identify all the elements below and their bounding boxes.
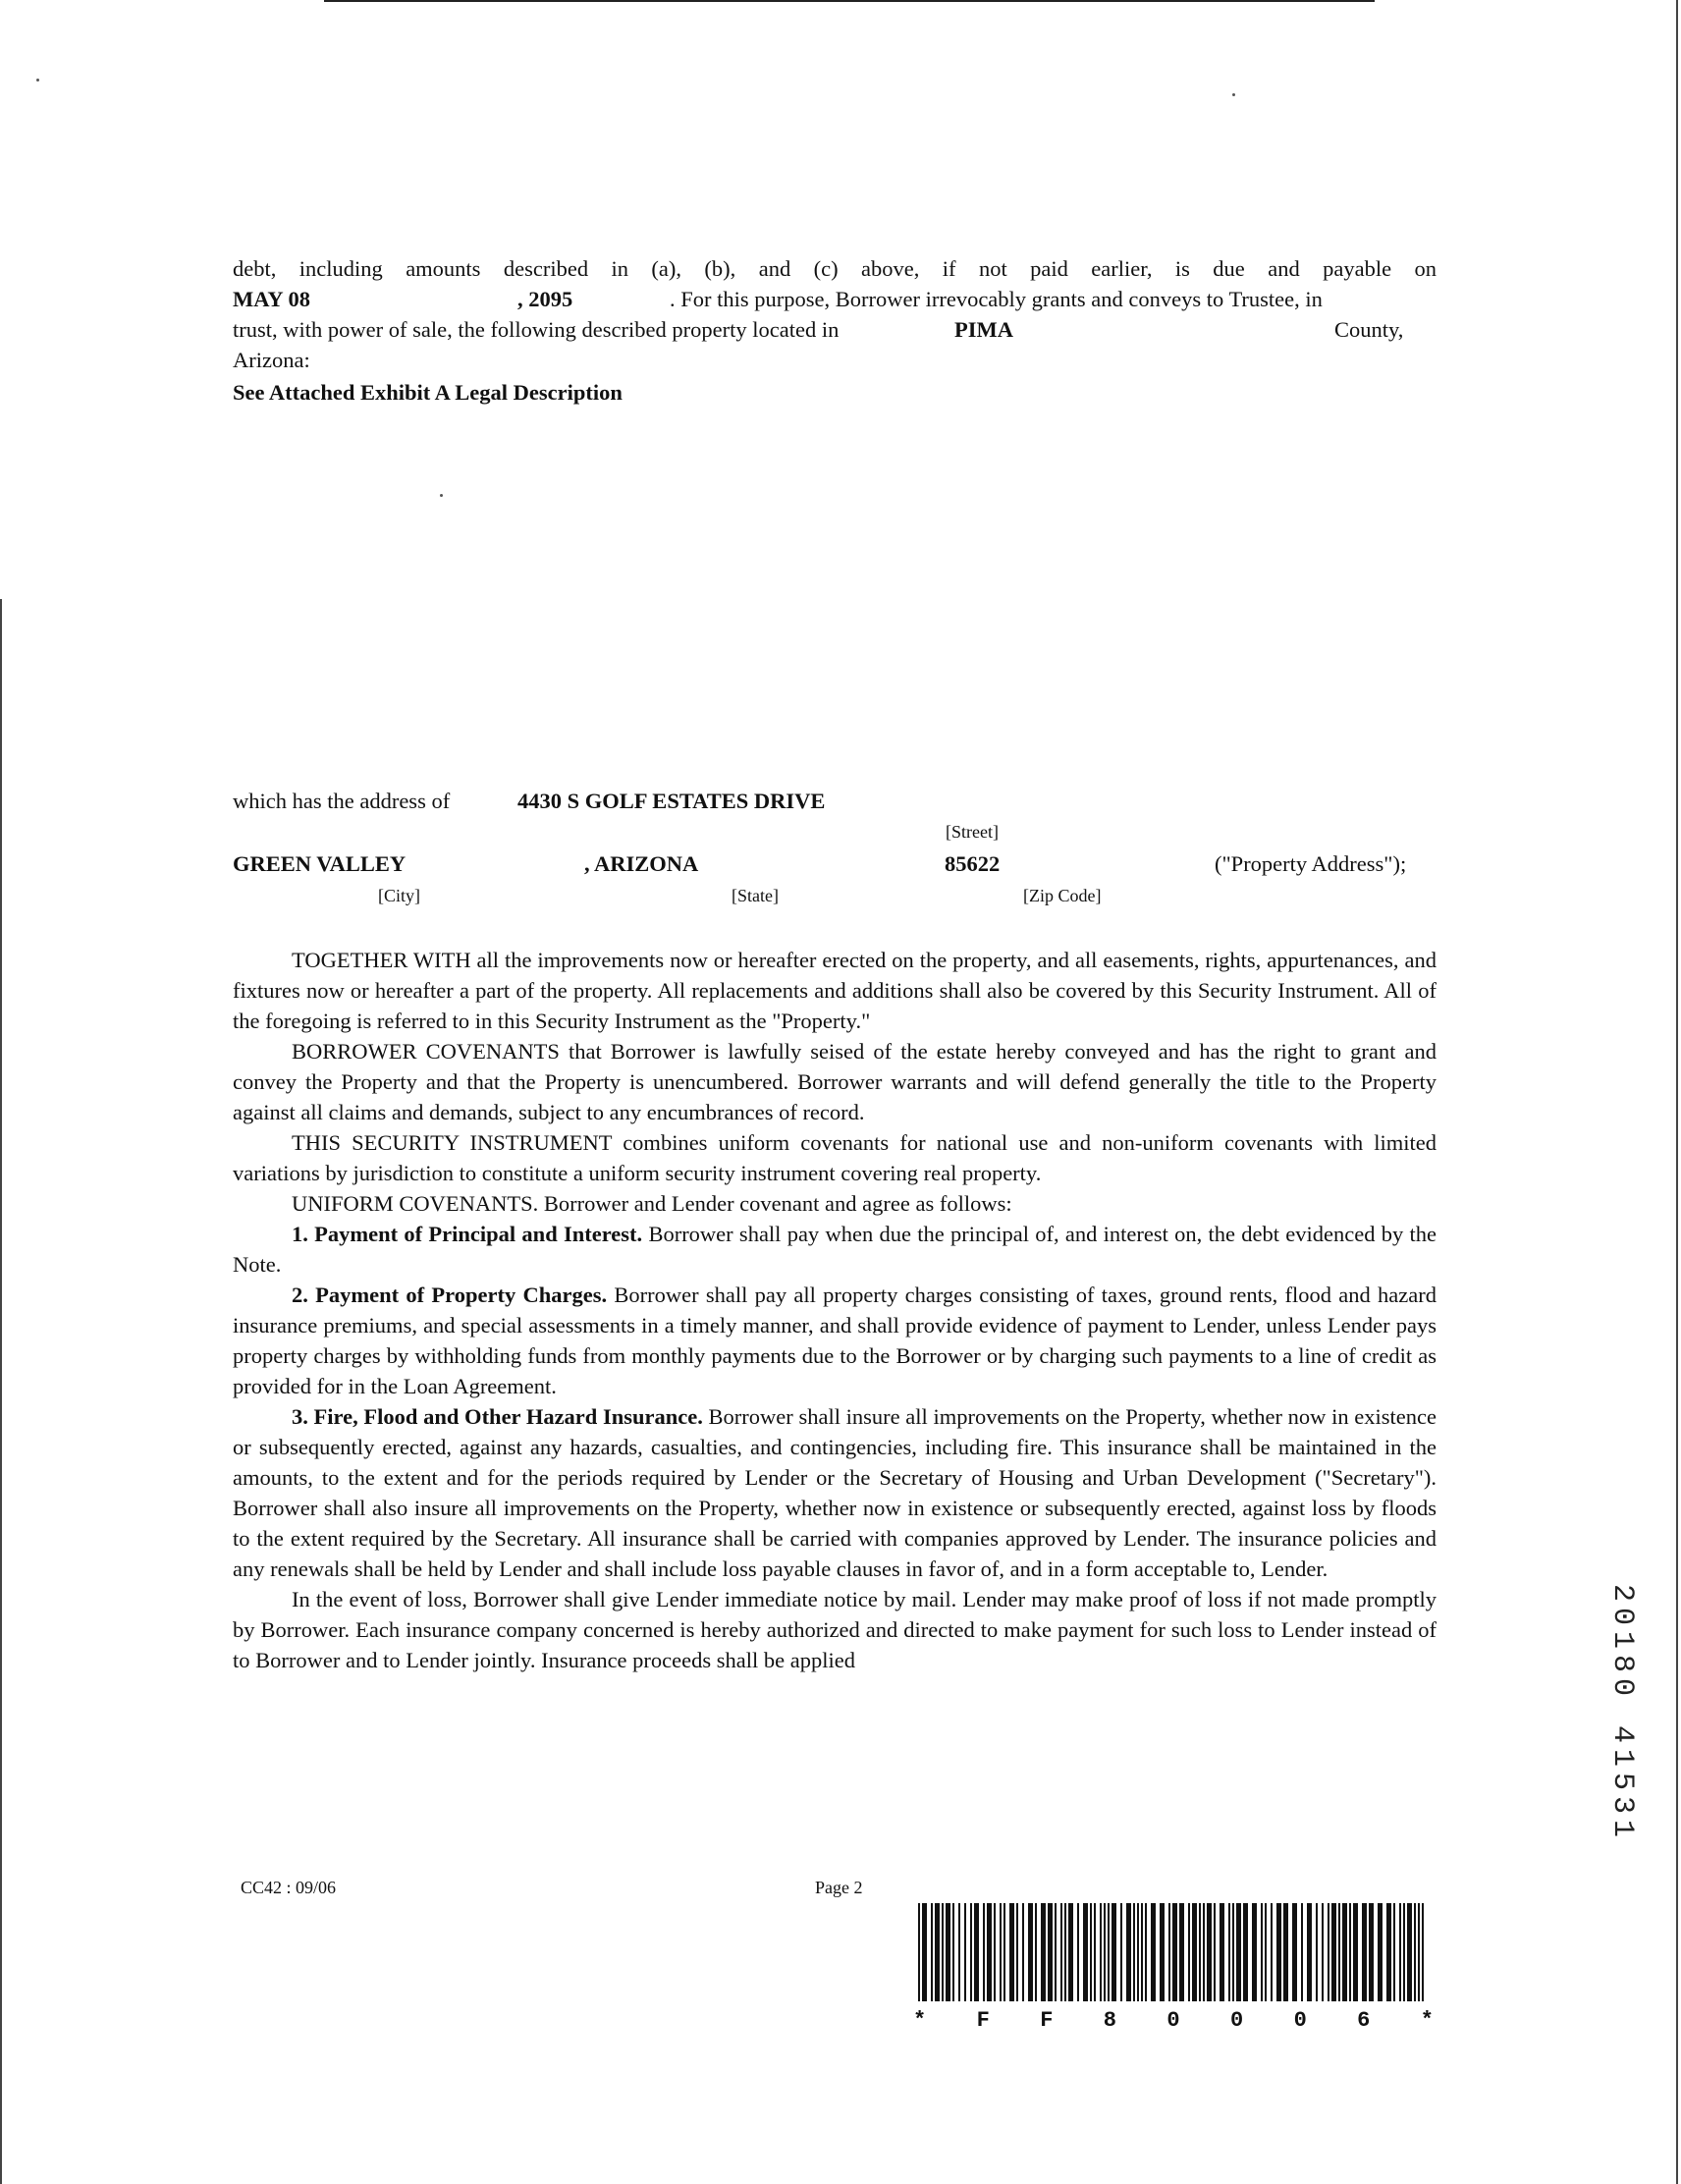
barcode-char: 8 xyxy=(1103,2008,1116,2033)
barcode-bar xyxy=(931,1903,933,2001)
barcode-bar xyxy=(994,1903,996,2001)
barcode-char: * xyxy=(913,2008,927,2033)
covenant-1-paragraph xyxy=(233,1219,1437,1280)
scan-right-edge xyxy=(1676,0,1678,2184)
barcode-bar xyxy=(1220,1903,1224,2001)
address-intro: which has the address of xyxy=(233,789,451,813)
header-line-2-rest: . For this purpose, Borrower irrevocably grants and conveys to Trustee, in xyxy=(670,287,1323,311)
state-line: Arizona: xyxy=(233,348,310,372)
barcode-bar xyxy=(1228,1903,1230,2001)
barcode-bar xyxy=(1418,1903,1420,2001)
barcode-bar xyxy=(987,1903,992,2001)
barcode-bar xyxy=(1283,1903,1288,2001)
covenant-1-heading: 1. Payment of Principal and Interest. xyxy=(292,1222,643,1246)
covenant-3-body: Borrower shall insure all improvements on the Property, whether now in existence or subsequently erected, against any hazards, casualties, and contingencies, including fire. This insurance shall be maintained in the amounts, to the extent and for the periods required by Lender or the Secretary of Housing and Urban Development ("Secretary"). Borrower shall also insure all improvements on the Property, whether now in existence or subsequently erected, against loss by floods to the extent required by the Secretary. All insurance shall be carried with companies approved by Lender. The insurance policies and any renewals shall be held by Lender and shall include loss payable clauses in favor of, and in a form acceptable to, Lender. xyxy=(233,1404,1437,1581)
barcode-bar xyxy=(1022,1903,1024,2001)
barcode-bar xyxy=(1349,1903,1351,2001)
zip-label: [Zip Code] xyxy=(1023,886,1102,905)
barcode-bar xyxy=(1179,1903,1184,2001)
barcode xyxy=(918,1903,1429,2001)
barcode-bar xyxy=(1214,1903,1216,2001)
security-instrument-paragraph: THIS SECURITY INSTRUMENT combines uniform covenants for national use and non-uniform covenants with limited variations by jurisdiction to constitute a uniform security instrument covering real property. xyxy=(233,1130,1437,1185)
covenant-3-heading: 3. Fire, Flood and Other Hazard Insurance. xyxy=(292,1404,703,1429)
barcode-bar xyxy=(1145,1903,1147,2001)
city-label: [City] xyxy=(378,886,420,905)
together-with-paragraph: TOGETHER WITH all the improvements now or hereafter erected on the property, and all easements, rights, appurtenances, and fixtures now or hereafter a part of the property. All replacements and additions shall also be covered by this Security Instrument. All of the foregoing is referred to in this Security Instrument as the "Property." xyxy=(233,948,1437,1033)
barcode-bar xyxy=(1055,1903,1057,2001)
side-stamp xyxy=(1593,1581,1652,1846)
barcode-char: 6 xyxy=(1357,2008,1371,2033)
legal-description: See Attached Exhibit A Legal Description xyxy=(233,380,623,405)
barcode-bar xyxy=(1232,1903,1234,2001)
barcode-bar xyxy=(1322,1903,1324,2001)
barcode-bar xyxy=(1271,1903,1273,2001)
barcode-bar xyxy=(1378,1903,1383,2001)
barcode-bar xyxy=(1199,1903,1201,2001)
barcode-bar xyxy=(1094,1903,1096,2001)
barcode-bar xyxy=(1265,1903,1267,2001)
barcode-bar xyxy=(922,1903,927,2001)
barcode-bar xyxy=(1048,1903,1053,2001)
barcode-bar xyxy=(1083,1903,1088,2001)
state: , ARIZONA xyxy=(584,851,699,876)
county-name: PIMA xyxy=(954,317,1013,342)
barcode-bar xyxy=(983,1903,985,2001)
barcode-bar xyxy=(1301,1903,1303,2001)
barcode-bar xyxy=(1160,1903,1165,2001)
barcode-bar xyxy=(1168,1903,1170,2001)
barcode-bar xyxy=(1403,1903,1405,2001)
barcode-bar xyxy=(1276,1903,1281,2001)
loss-paragraph: In the event of loss, Borrower shall give Lender immediate notice by mail. Lender may make proof of loss if not made promptly by Borrower. Each insurance company concerned is hereby authorized and directed to make payment for such loss to Lender instead of to Borrower and to Lender jointly. Insurance proceeds shall be applied xyxy=(233,1587,1437,1672)
barcode-char: * xyxy=(1420,2008,1434,2033)
barcode-bar xyxy=(1151,1903,1156,2001)
barcode-bar xyxy=(946,1903,950,2001)
scan-speck xyxy=(1232,93,1235,96)
barcode-bar xyxy=(1422,1903,1424,2001)
barcode-bar xyxy=(1137,1903,1139,2001)
barcode-bar xyxy=(1414,1903,1416,2001)
barcode-char: F xyxy=(976,2008,990,2033)
barcode-bar xyxy=(1090,1903,1092,2001)
scan-speck xyxy=(440,494,443,497)
barcode-bar xyxy=(1353,1903,1358,2001)
barcode-bar xyxy=(918,1903,920,2001)
form-code: CC42 : 09/06 xyxy=(241,1878,337,1897)
property-address-label: ("Property Address"); xyxy=(1215,851,1407,876)
barcode-bar xyxy=(964,1903,966,2001)
barcode-bar xyxy=(974,1903,979,2001)
barcode-bar xyxy=(1407,1903,1412,2001)
barcode-bar xyxy=(1331,1903,1336,2001)
barcode-bar xyxy=(1016,1903,1018,2001)
barcode-bar xyxy=(1399,1903,1401,2001)
barcode-bar xyxy=(1252,1903,1257,2001)
barcode-bar xyxy=(1362,1903,1367,2001)
barcode-bar xyxy=(1192,1903,1197,2001)
barcode-bar xyxy=(1369,1903,1374,2001)
barcode-text xyxy=(913,2008,1434,2033)
barcode-bar xyxy=(952,1903,954,2001)
barcode-bar xyxy=(1207,1903,1212,2001)
barcode-bar xyxy=(1141,1903,1143,2001)
barcode-bar xyxy=(1292,1903,1297,2001)
barcode-bar xyxy=(942,1903,944,2001)
barcode-bar xyxy=(1041,1903,1046,2001)
header-line-3-start: trust, with power of sale, the following described property located in xyxy=(233,317,840,342)
scan-speck xyxy=(36,79,39,82)
barcode-bar xyxy=(1338,1903,1340,2001)
covenants-body xyxy=(233,945,1437,1675)
barcode-bar xyxy=(1342,1903,1347,2001)
covenant-2-body: Borrower shall pay all property charges consisting of taxes, ground rents, flood and hazard insurance premiums, and special assessments in a timely manner, and shall provide evidence of payment to Lender, unless Lender pays property charges by withholding funds from monthly payments due to the Borrower or by charging such payments to a line of credit as provided for in the Loan Agreement. xyxy=(233,1283,1437,1398)
barcode-bar xyxy=(1104,1903,1106,2001)
borrower-covenants-paragraph: BORROWER COVENANTS that Borrower is lawfully seised of the estate hereby conveyed and has the right to grant and convey the Property and that the Property is unencumbered. Borrower warrants and will defend generally the title to the Property against all claims and demands, subject to any encumbrances of record. xyxy=(233,1039,1437,1124)
barcode-bar xyxy=(1393,1903,1395,2001)
covenant-2-heading: 2. Payment of Property Charges. xyxy=(292,1283,608,1307)
barcode-bar xyxy=(1077,1903,1079,2001)
barcode-bar xyxy=(1188,1903,1190,2001)
barcode-bar xyxy=(1064,1903,1066,2001)
barcode-bar xyxy=(1060,1903,1062,2001)
barcode-bar xyxy=(1172,1903,1177,2001)
street-label: [Street] xyxy=(946,822,999,842)
header-line-1: debt, including amounts described in (a), (b), and (c) above, if not paid earlier, is due and payable on xyxy=(233,256,1437,281)
covenant-2-paragraph xyxy=(233,1280,1437,1401)
barcode-bar xyxy=(958,1903,960,2001)
barcode-bar xyxy=(1328,1903,1329,2001)
barcode-bar xyxy=(1000,1903,1002,2001)
barcode-char: 0 xyxy=(1166,2008,1180,2033)
barcode-bar xyxy=(1003,1903,1005,2001)
barcode-bar xyxy=(1316,1903,1318,2001)
barcode-char: 0 xyxy=(1293,2008,1307,2033)
city: GREEN VALLEY xyxy=(233,851,407,876)
barcode-bar xyxy=(1307,1903,1312,2001)
barcode-bar xyxy=(1108,1903,1110,2001)
state-label: [State] xyxy=(732,886,779,905)
due-year: , 2095 xyxy=(517,287,573,311)
barcode-bar xyxy=(935,1903,940,2001)
barcode-bar xyxy=(1068,1903,1073,2001)
side-stamp-text: 20180 41531 xyxy=(1605,1583,1639,1844)
barcode-bar xyxy=(1236,1903,1241,2001)
barcode-bar xyxy=(1261,1903,1263,2001)
barcode-bar xyxy=(1009,1903,1014,2001)
barcode-bar xyxy=(1035,1903,1037,2001)
barcode-char: F xyxy=(1040,2008,1054,2033)
covenant-1-body: Borrower shall pay when due the principal of, and interest on, the debt evidenced by the Note. xyxy=(233,1222,1437,1277)
barcode-bar xyxy=(1112,1903,1116,2001)
scan-left-edge xyxy=(0,599,2,2184)
page-number: Page 2 xyxy=(815,1878,863,1897)
barcode-bar xyxy=(1203,1903,1205,2001)
scan-top-line xyxy=(324,0,1375,2)
street-address: 4430 S GOLF ESTATES DRIVE xyxy=(517,789,826,813)
barcode-bar xyxy=(1120,1903,1122,2001)
barcode-bar xyxy=(1028,1903,1033,2001)
barcode-bar xyxy=(970,1903,972,2001)
barcode-char: 0 xyxy=(1229,2008,1244,2033)
covenant-3-paragraph xyxy=(233,1401,1437,1584)
county-label: County, xyxy=(1334,317,1404,342)
barcode-bar xyxy=(1386,1903,1391,2001)
uniform-covenants-paragraph: UNIFORM COVENANTS. Borrower and Lender covenant and agree as follows: xyxy=(292,1191,1012,1216)
zip-code: 85622 xyxy=(945,851,1001,876)
barcode-bar xyxy=(1243,1903,1248,2001)
barcode-bar xyxy=(1133,1903,1135,2001)
due-date: MAY 08 xyxy=(233,287,310,311)
barcode-bar xyxy=(1126,1903,1131,2001)
barcode-bar xyxy=(1100,1903,1102,2001)
